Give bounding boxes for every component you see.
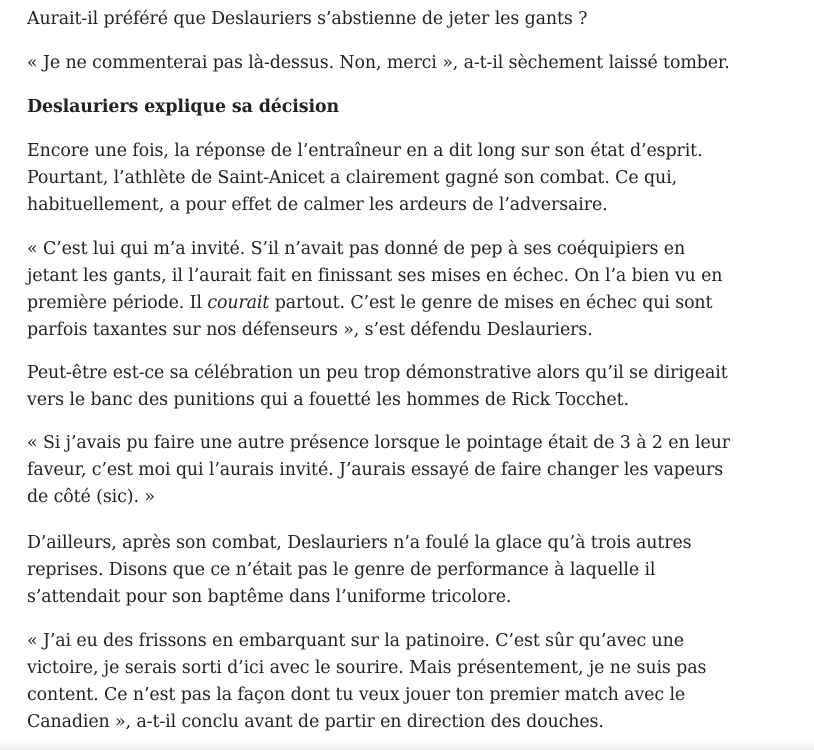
article-paragraph: [27, 530, 807, 611]
paragraph-line: habituellement, a pour effet de calmer les ardeurs de l’adversaire.: [27, 195, 608, 215]
article-paragraph: « Je ne commenterai pas là-dessus. Non, merci », a-t-il sèchement laissé tomber.: [27, 53, 730, 73]
paragraph-line: « C’est lui qui m’a invité. S’il n’avait pas donné de pep à ses coéquipiers en: [27, 239, 686, 259]
article-paragraph: [27, 360, 807, 414]
article-paragraph: Aurait-il préféré que Deslauriers s’abstienne de jeter les gants ?: [27, 9, 588, 29]
paragraph-line: de côté (sic). »: [27, 487, 155, 507]
paragraph-line: première période. Il: [27, 293, 208, 313]
paragraph-line: D’ailleurs, après son combat, Deslauriers n’a foulé la glace qu’à trois autres: [27, 533, 692, 553]
paragraph-line: « J’ai eu des frissons en embarquant sur la patinoire. C’est sûr qu’avec une: [27, 631, 684, 651]
paragraph-line: partout. C’est le genre de mises en échec qui sont: [269, 293, 713, 313]
paragraph-line: Canadien », a-t-il conclu avant de partir en direction des douches.: [27, 712, 604, 732]
paragraph-line: vers le banc des punitions qui a fouetté les hommes de Rick Tocchet.: [27, 390, 629, 410]
paragraph-line: parfois taxantes sur nos défenseurs », s’est défendu Deslauriers.: [27, 320, 593, 340]
paragraph-line: faveur, c’est moi qui l’aurais invité. J’aurais essayé de faire changer les vapeurs: [27, 460, 724, 480]
paragraph-line: Pourtant, l’athlète de Saint-Anicet a clairement gagné son combat. Ce qui,: [27, 168, 678, 188]
article-paragraph: [27, 628, 807, 736]
paragraph-line: victoire, je serais sorti d’ici avec le sourire. Mais présentement, je ne suis pas: [27, 658, 707, 678]
bottom-edge-shadow: [0, 740, 814, 750]
paragraph-line: Encore une fois, la réponse de l’entraîneur en a dit long sur son état d’esprit.: [27, 141, 703, 161]
article-paragraph: [27, 430, 807, 511]
paragraph-line: jetant les gants, il l’aurait fait en finissant ses mises en échec. On l’a bien vu en: [27, 266, 723, 286]
article-paragraph: [27, 138, 807, 219]
paragraph-line: reprises. Disons que ce n’était pas le genre de performance à laquelle il: [27, 560, 656, 580]
paragraph-line: Peut-être est-ce sa célébration un peu trop démonstrative alors qu’il se dirigeait: [27, 363, 728, 383]
paragraph-line: s’attendait pour son baptême dans l’uniforme tricolore.: [27, 587, 512, 607]
italic-emphasis: courait: [207, 293, 270, 313]
article-subheading: Deslauriers explique sa décision: [27, 97, 339, 117]
article-paragraph: [27, 236, 807, 344]
paragraph-line: content. Ce n’est pas la façon dont tu veux jouer ton premier match avec le: [27, 685, 686, 705]
paragraph-line: « Si j’avais pu faire une autre présence lorsque le pointage était de 3 à 2 en leur: [27, 433, 730, 453]
